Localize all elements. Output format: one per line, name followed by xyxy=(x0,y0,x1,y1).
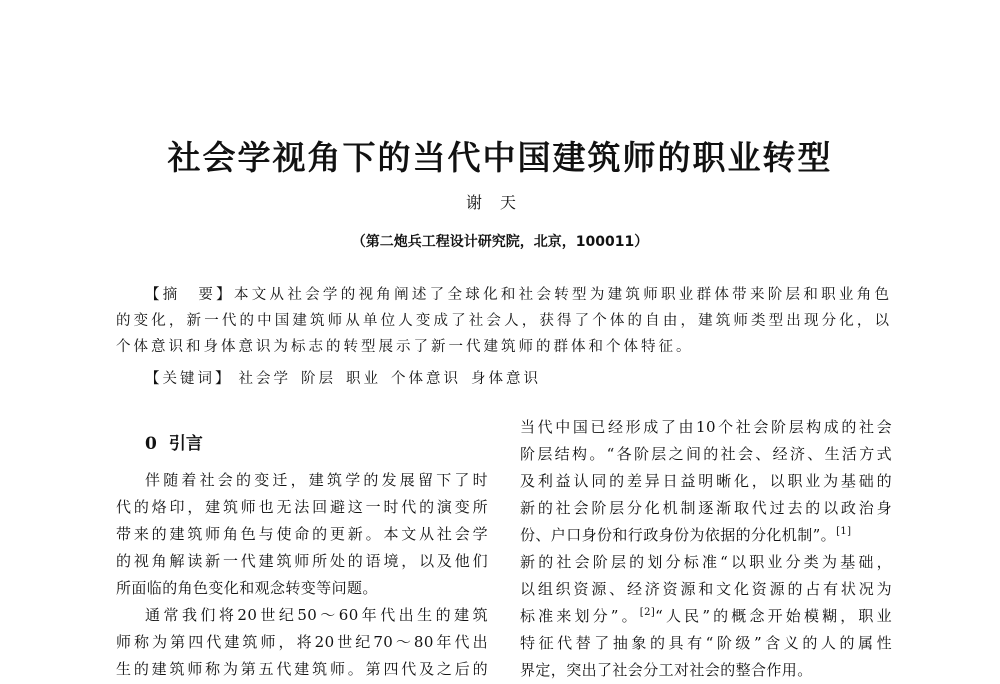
section-number: 0 xyxy=(145,434,157,454)
body-column-right xyxy=(520,414,892,684)
keyword: 个体意识 xyxy=(391,371,461,387)
keyword: 身体意识 xyxy=(471,371,541,387)
paragraph-line: 新的社会阶层的划分标准“以职业分类为基础， xyxy=(520,553,892,571)
paragraph-line: 以组织资源、经济资源和文化资源的占有状况为 xyxy=(520,580,892,598)
paragraph-line: 通常我们将20世纪50～60年代出生的建筑 xyxy=(145,606,488,624)
paragraph-line: 师称为第四代建筑师，将20世纪70～80年代出 xyxy=(116,633,488,651)
paragraph-line: 界定，突出了社会分工对社会的整合作用。 xyxy=(520,661,813,679)
abstract xyxy=(116,282,892,360)
keywords-label: 【关键词】 xyxy=(145,371,233,387)
citation-ref: [1] xyxy=(836,526,852,537)
abstract-text: 本文从社会学的视角阐述了全球化和社会转型为建筑师职业群体带来阶层和职业角色的变化，新一代的中国建筑师从单位人变成了社会人，获得了个体的自由，建筑师类型出现分化，以个体意识和身体意识为标志的转型展示了新一代建筑师的群体和个体特征。 xyxy=(116,287,893,355)
keyword: 职业 xyxy=(346,371,381,387)
paragraph-line xyxy=(520,522,892,549)
line-text: “人民”的概念开始模糊，职业 xyxy=(655,607,892,625)
paragraph-line: 新的社会阶层分化机制逐渐取代过去的以政治身 xyxy=(520,499,892,517)
paper-title: 社会学视角下的当代中国建筑师的职业转型 xyxy=(167,138,833,177)
paragraph-line: 的视角解读新一代建筑师所处的语境，以及他们 xyxy=(116,552,488,570)
paragraph-line: 所面临的角色变化和观念转变等问题。 xyxy=(116,579,378,597)
line-text: 标准来划分”。 xyxy=(520,607,640,625)
line-text: 份、户口身份和行政身份为依据的分化机制”。 xyxy=(520,526,837,544)
section-title: 引言 xyxy=(168,434,203,454)
keyword: 阶层 xyxy=(301,371,336,387)
abstract-label: 【摘 要】 xyxy=(145,287,234,303)
paragraph-line: 特征代替了抽象的具有“阶级”含义的人的属性 xyxy=(520,634,892,652)
paragraph-line: 阶层结构。“各阶层之间的社会、经济、生活方式 xyxy=(520,445,892,463)
paragraph-line: 及利益认同的差异日益明晰化，以职业为基础的 xyxy=(520,472,892,490)
paragraph-line: 当代中国已经形成了由10个社会阶层构成的社会 xyxy=(520,418,892,436)
keywords xyxy=(145,366,551,392)
paragraph-line: 伴随着社会的变迁，建筑学的发展留下了时 xyxy=(145,471,488,489)
paragraph-line: 代的烙印，建筑师也无法回避这一时代的演变所 xyxy=(116,498,488,516)
section-heading xyxy=(145,429,203,454)
keyword: 社会学 xyxy=(238,371,291,387)
author-affiliation: （第二炮兵工程设计研究院，北京，100011） xyxy=(351,234,649,250)
citation-ref: [2] xyxy=(639,607,656,618)
paragraph-line xyxy=(520,603,892,630)
author-name: 谢天 xyxy=(465,193,534,212)
body-column-left xyxy=(116,467,488,683)
paragraph-line: 带来的建筑师角色与使命的更新。本文从社会学 xyxy=(116,525,488,543)
paragraph-line: 生的建筑师称为第五代建筑师。第四代及之后的 xyxy=(116,660,488,678)
